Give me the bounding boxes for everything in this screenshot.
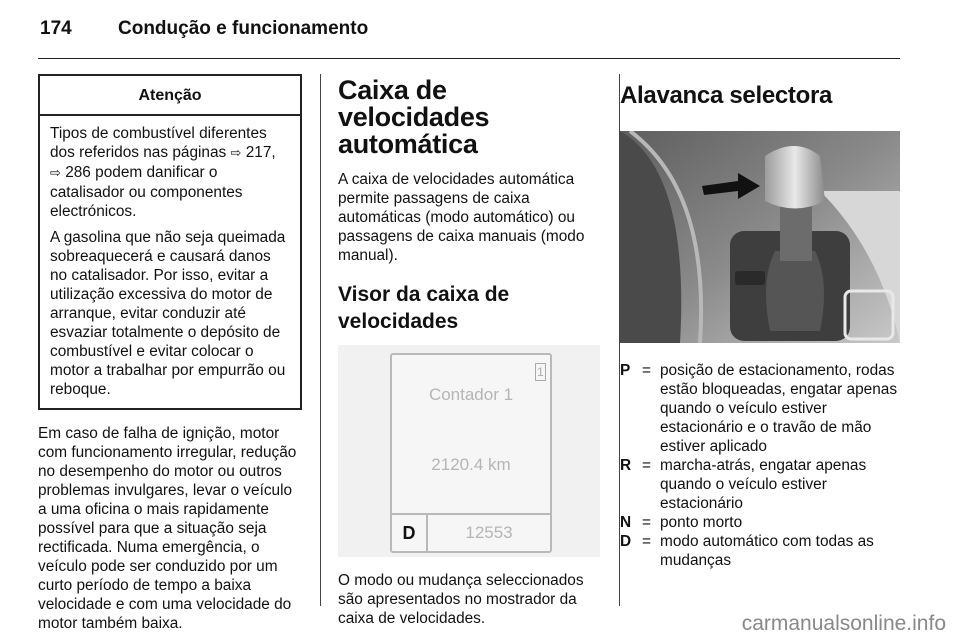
display-trip-label: Contador 1	[428, 385, 514, 404]
gear-letter: N	[620, 514, 632, 531]
list-item	[620, 456, 902, 513]
warning-paragraph-2: A gasolina que não seja queimada sobreaquecerá e causará danos no catalisador. Por isso, evitar a utilização excessiva do motor de arranque, evitar conduzir até esvaziar totalmente o depósito de combustível e evitar colocar o motor a trabalhar por empurrão ou reboque.	[50, 229, 286, 398]
warning-box	[38, 74, 302, 410]
display-gear-indicator: D	[392, 515, 428, 551]
transmission-display-figure	[338, 345, 600, 557]
equals-sign: =	[642, 514, 651, 531]
gear-letter: R	[620, 457, 632, 474]
gear-description: ponto morto	[660, 514, 743, 531]
misfire-paragraph: Em caso de falha de ignição, motor com funcionamento irregular, redução no desempenho do motor ou outros problemas invulgares, levar o veículo a uma oficina o mais rapidamente possível para que a situação seja rectificada. Numa emergência, o veículo pode ser conduzido por um curto período de tempo a baixa velocidade e com uma velocidade do motor também baixa.	[38, 425, 297, 632]
list-item	[620, 513, 902, 532]
page-reference-arrow-icon: ⇨	[50, 166, 61, 181]
display-page-badge: 1	[535, 363, 546, 381]
equals-sign: =	[642, 533, 651, 550]
page-reference-link[interactable]: 217,	[245, 144, 276, 161]
display-bottom-bar	[392, 513, 550, 551]
subsection-heading: Visor da caixa de velocidades	[338, 283, 510, 333]
intro-paragraph: A caixa de velocidades automática permite passagens de caixa automáticas (modo automático) ou passagens de caixa manuais (modo manual).	[338, 171, 585, 264]
page-number: 174	[40, 18, 72, 39]
column-right	[620, 74, 902, 570]
column-middle	[338, 74, 602, 628]
gear-description: marcha-atrás, engatar apenas quando o veículo estiver estacionário	[660, 457, 867, 512]
equals-sign: =	[642, 362, 651, 379]
watermark: carmanualsonline.info	[741, 612, 946, 635]
gear-letter: D	[620, 533, 632, 550]
equals-sign: =	[642, 457, 651, 474]
display-odometer: 12553	[465, 523, 513, 542]
page-header	[40, 18, 368, 40]
selector-lever-photo	[620, 131, 900, 343]
column-divider	[320, 74, 321, 606]
display-screen	[390, 353, 552, 553]
display-trip-value: 2120.4 km	[431, 455, 511, 474]
header-divider	[38, 58, 900, 59]
warning-paragraph-1: Tipos de combustível diferentes dos referidos nas páginas ⇨ 217, ⇨ 286 podem danificar o catalisador ou componentes electrónicos.	[50, 125, 276, 220]
page-reference-link[interactable]: 286	[65, 164, 91, 181]
gear-positions-list	[620, 361, 902, 570]
gear-letter: P	[620, 362, 631, 379]
column-left	[38, 74, 302, 633]
gear-description: posição de estacionamento, rodas estão bloqueadas, engatar apenas quando o veículo estiver estacionário e o travão de mão estiver aplicado	[660, 362, 898, 455]
display-caption-paragraph: O modo ou mudança seleccionados são apresentados no mostrador da caixa de velocidades.	[338, 572, 584, 627]
list-item	[620, 532, 902, 570]
section-heading: Caixa de velocidades automática	[338, 75, 490, 159]
warning-title: Atenção	[40, 76, 300, 116]
gear-description: modo automático com todas as mudanças	[660, 533, 874, 569]
list-item	[620, 361, 902, 456]
page-reference-arrow-icon: ⇨	[230, 146, 242, 161]
selector-heading: Alavanca selectora	[620, 82, 833, 109]
page-section-title: Condução e funcionamento	[118, 18, 369, 39]
